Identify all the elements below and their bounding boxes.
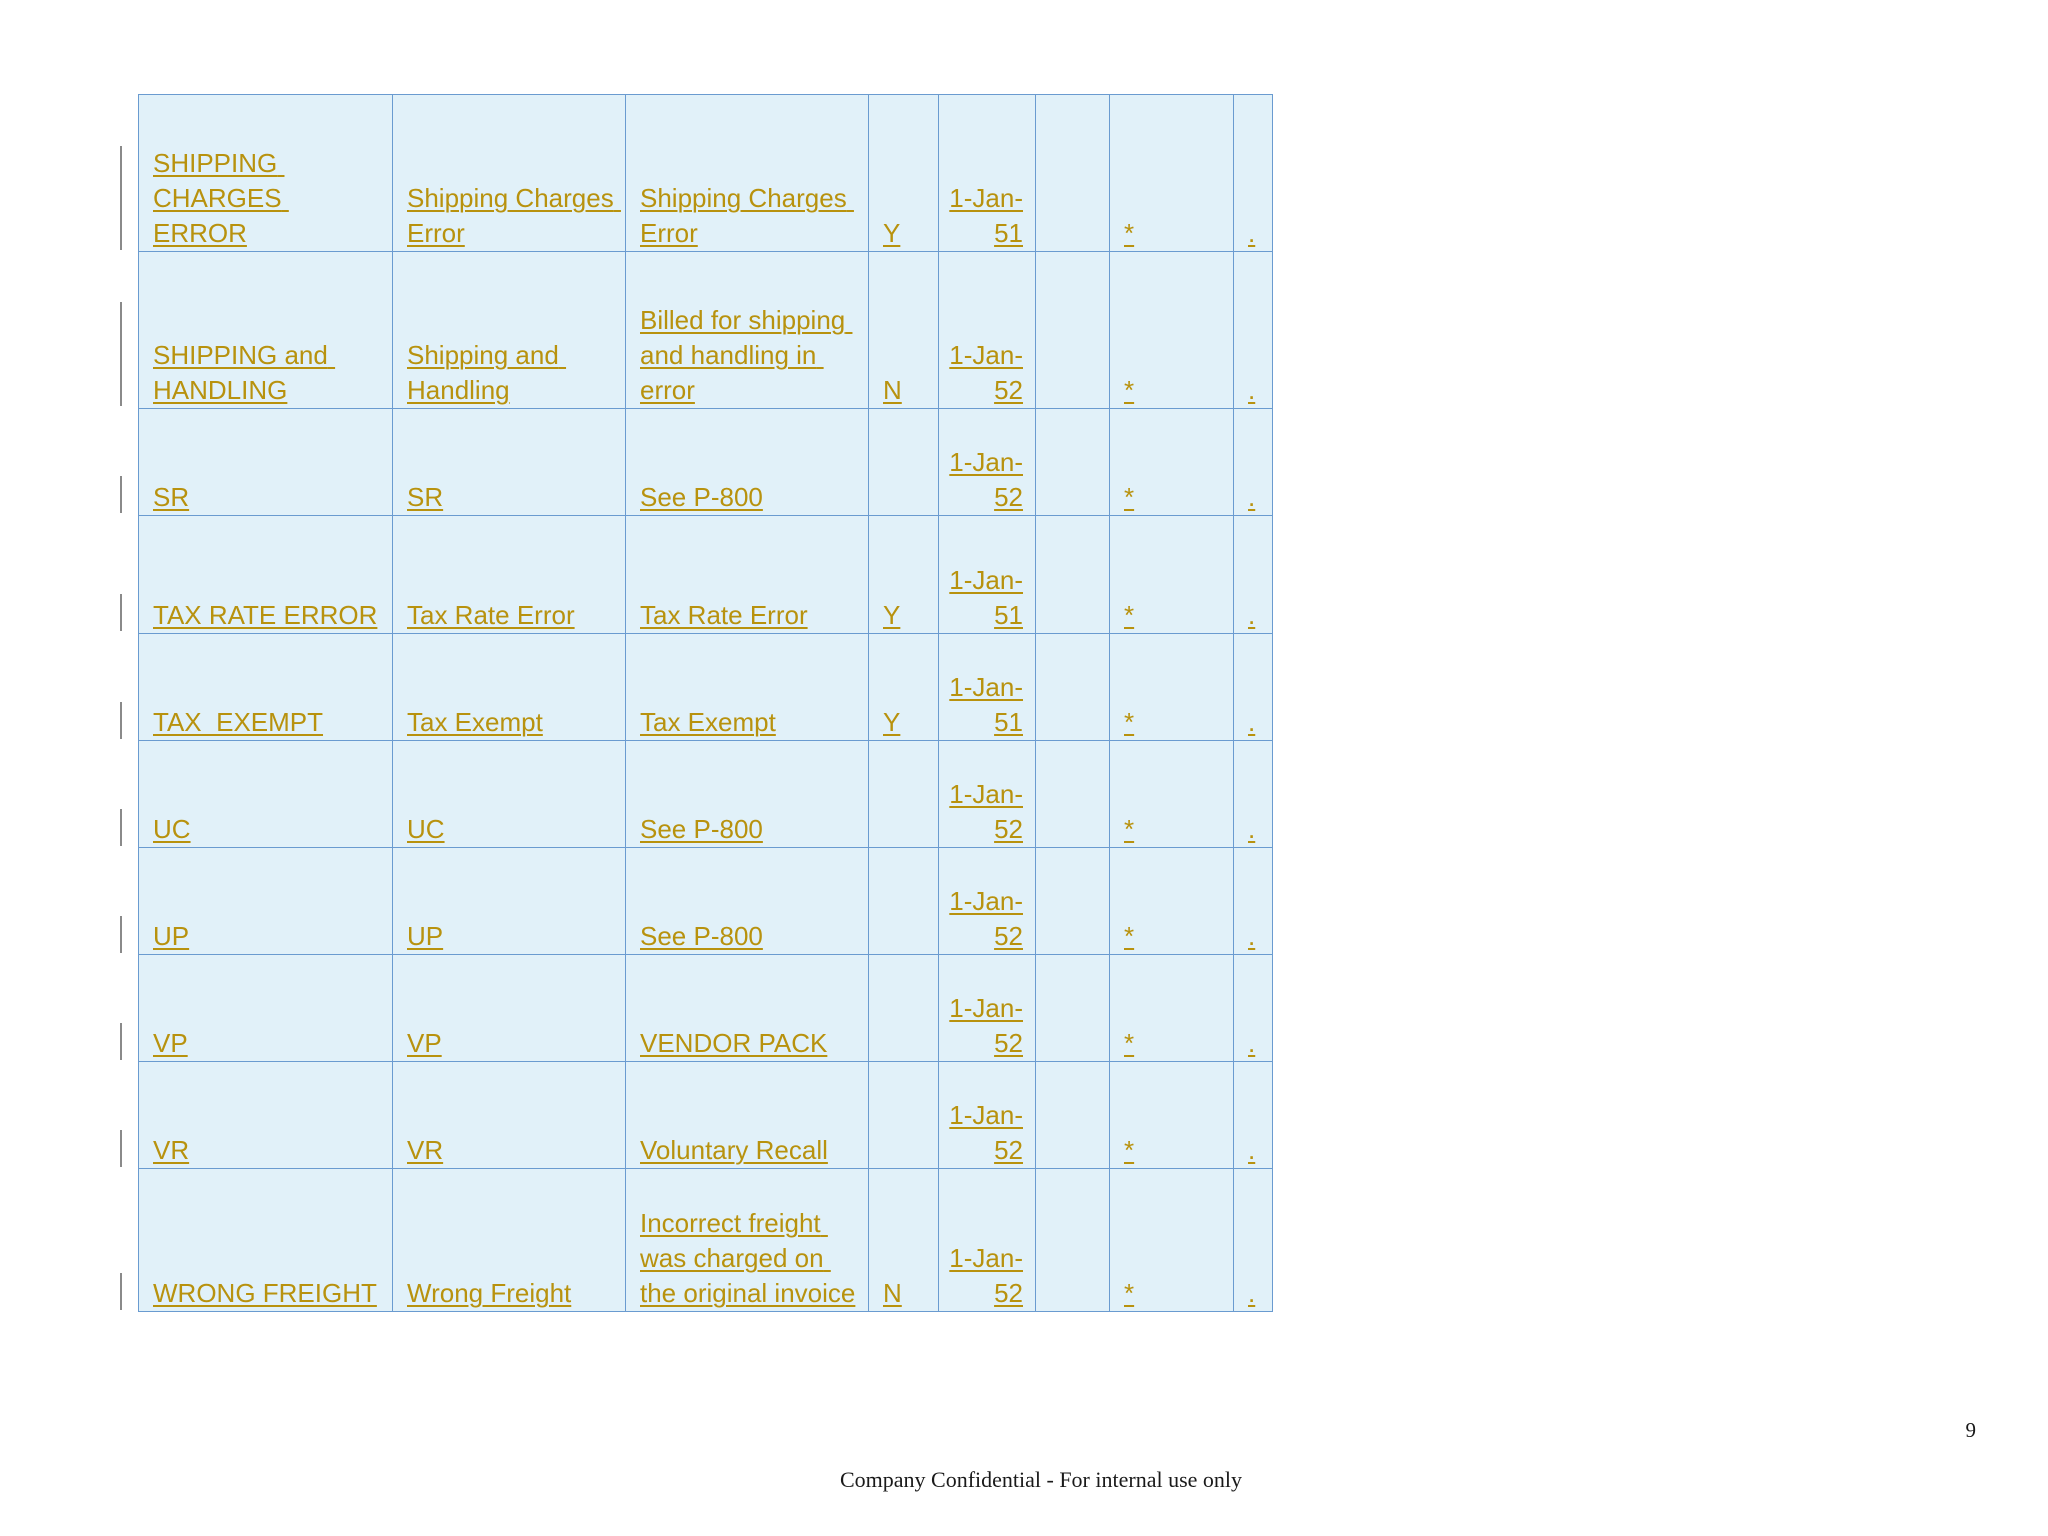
cell-code	[139, 516, 393, 634]
cell-dot	[1234, 741, 1273, 848]
cell-link[interactable]: Tax Rate Error	[640, 600, 808, 630]
cell-date	[939, 252, 1036, 409]
cell-short-desc	[393, 409, 626, 516]
cell-link[interactable]: Y	[883, 600, 901, 630]
cell-short-desc	[393, 252, 626, 409]
revision-bar	[120, 1273, 122, 1310]
cell-link[interactable]: .	[1248, 1135, 1256, 1165]
cell-link[interactable]: .	[1248, 1278, 1256, 1308]
revision-bar	[120, 702, 122, 739]
cell-dot	[1234, 95, 1273, 252]
cell-link[interactable]: SHIPPING CHARGES ERROR	[153, 148, 289, 248]
revision-bar	[120, 476, 122, 513]
cell-link[interactable]: N	[883, 375, 902, 405]
cell-link[interactable]: SR	[407, 482, 444, 512]
table-row	[139, 252, 1273, 409]
cell-link[interactable]: Incorrect freight was charged on the original invoice	[640, 1208, 856, 1308]
table-row	[139, 516, 1273, 634]
cell-link[interactable]: Tax Exempt	[407, 707, 543, 737]
cell-blank	[1036, 634, 1110, 741]
revision-bar	[120, 594, 122, 631]
cell-link[interactable]: UP	[407, 921, 444, 951]
cell-star	[1110, 1062, 1234, 1169]
cell-code	[139, 409, 393, 516]
cell-link[interactable]: TAX RATE ERROR	[153, 600, 378, 630]
cell-long-desc	[626, 516, 869, 634]
cell-link[interactable]: .	[1248, 218, 1256, 248]
cell-date	[939, 409, 1036, 516]
cell-short-desc	[393, 848, 626, 955]
cell-link[interactable]: 1-Jan-52	[949, 1100, 1023, 1165]
cell-blank	[1036, 848, 1110, 955]
revision-bar	[120, 809, 122, 846]
cell-link[interactable]: N	[883, 1278, 902, 1308]
cell-flag	[869, 1169, 939, 1312]
cell-link[interactable]: 1-Jan-52	[949, 340, 1023, 405]
cell-dot	[1234, 955, 1273, 1062]
table-row	[139, 741, 1273, 848]
cell-date	[939, 955, 1036, 1062]
cell-code	[139, 955, 393, 1062]
cell-link[interactable]: VR	[153, 1135, 190, 1165]
cell-long-desc	[626, 252, 869, 409]
cell-link[interactable]: Tax Rate Error	[407, 600, 575, 630]
cell-link[interactable]: Y	[883, 218, 901, 248]
cell-link[interactable]: 1-Jan-52	[949, 779, 1023, 844]
cell-link[interactable]: TAX_EXEMPT	[153, 707, 324, 737]
cell-link[interactable]: Billed for shipping and handling in error	[640, 305, 853, 405]
cell-link[interactable]: VP	[153, 1028, 188, 1058]
cell-link[interactable]: .	[1248, 375, 1256, 405]
cell-dot	[1234, 1169, 1273, 1312]
cell-link[interactable]: UP	[153, 921, 190, 951]
cell-star	[1110, 1169, 1234, 1312]
cell-link[interactable]: See P-800	[640, 921, 763, 951]
cell-link[interactable]: VR	[407, 1135, 444, 1165]
cell-link[interactable]: *	[1124, 921, 1135, 951]
table-row	[139, 1062, 1273, 1169]
cell-code	[139, 252, 393, 409]
cell-blank	[1036, 409, 1110, 516]
cell-link[interactable]: Wrong Freight	[407, 1278, 572, 1308]
cell-date	[939, 95, 1036, 252]
cell-link[interactable]: Voluntary Recall	[640, 1135, 828, 1165]
table-row	[139, 95, 1273, 252]
cell-code	[139, 95, 393, 252]
cell-star	[1110, 848, 1234, 955]
cell-short-desc	[393, 634, 626, 741]
cell-long-desc	[626, 848, 869, 955]
cell-link[interactable]: *	[1124, 375, 1135, 405]
cell-date	[939, 848, 1036, 955]
cell-star	[1110, 95, 1234, 252]
cell-link[interactable]: *	[1124, 1278, 1135, 1308]
cell-short-desc	[393, 516, 626, 634]
cell-link[interactable]: Shipping and Handling	[407, 340, 567, 405]
revision-bar	[120, 146, 122, 250]
cell-blank	[1036, 1062, 1110, 1169]
cell-link[interactable]: 1-Jan-51	[949, 565, 1023, 630]
cell-blank	[1036, 252, 1110, 409]
table-row	[139, 955, 1273, 1062]
cell-link[interactable]: .	[1248, 707, 1256, 737]
cell-link[interactable]: *	[1124, 600, 1135, 630]
codes-table-wrapper	[138, 94, 1273, 1312]
cell-long-desc	[626, 741, 869, 848]
cell-date	[939, 741, 1036, 848]
cell-blank	[1036, 1169, 1110, 1312]
cell-code	[139, 1062, 393, 1169]
cell-dot	[1234, 409, 1273, 516]
cell-link[interactable]: *	[1124, 1028, 1135, 1058]
cell-link[interactable]: VP	[407, 1028, 442, 1058]
revision-bar	[120, 1130, 122, 1167]
cell-link[interactable]: 1-Jan-51	[949, 672, 1023, 737]
cell-dot	[1234, 1062, 1273, 1169]
cell-flag	[869, 1062, 939, 1169]
revision-bar	[120, 302, 122, 406]
cell-long-desc	[626, 1062, 869, 1169]
cell-date	[939, 634, 1036, 741]
cell-flag	[869, 848, 939, 955]
cell-link[interactable]: SHIPPING and HANDLING	[153, 340, 336, 405]
cell-dot	[1234, 252, 1273, 409]
cell-link[interactable]: *	[1124, 218, 1135, 248]
cell-link[interactable]: Shipping Charges Error	[407, 183, 621, 248]
cell-link[interactable]: Y	[883, 707, 901, 737]
cell-flag	[869, 741, 939, 848]
cell-blank	[1036, 516, 1110, 634]
table-row	[139, 409, 1273, 516]
cell-link[interactable]: *	[1124, 707, 1135, 737]
cell-star	[1110, 252, 1234, 409]
cell-short-desc	[393, 741, 626, 848]
cell-link[interactable]: 1-Jan-51	[949, 183, 1023, 248]
cell-date	[939, 516, 1036, 634]
cell-dot	[1234, 516, 1273, 634]
cell-long-desc	[626, 634, 869, 741]
cell-link[interactable]: .	[1248, 600, 1256, 630]
cell-link[interactable]: *	[1124, 814, 1135, 844]
cell-dot	[1234, 848, 1273, 955]
cell-dot	[1234, 634, 1273, 741]
cell-link[interactable]: .	[1248, 814, 1256, 844]
cell-link[interactable]: *	[1124, 1135, 1135, 1165]
cell-link[interactable]: Tax Exempt	[640, 707, 776, 737]
cell-long-desc	[626, 955, 869, 1062]
cell-short-desc	[393, 1169, 626, 1312]
cell-short-desc	[393, 955, 626, 1062]
cell-blank	[1036, 741, 1110, 848]
cell-link[interactable]: .	[1248, 482, 1256, 512]
cell-long-desc	[626, 1169, 869, 1312]
cell-flag	[869, 95, 939, 252]
confidential-footer: Company Confidential - For internal use only	[839, 1467, 1243, 1492]
cell-long-desc	[626, 409, 869, 516]
cell-blank	[1036, 95, 1110, 252]
cell-link[interactable]: UC	[153, 814, 191, 844]
cell-link[interactable]: .	[1248, 1028, 1256, 1058]
cell-star	[1110, 409, 1234, 516]
cell-link[interactable]: WRONG FREIGHT	[153, 1278, 377, 1308]
cell-link[interactable]: Shipping Charges Error	[640, 183, 854, 248]
cell-date	[939, 1062, 1036, 1169]
cell-code	[139, 848, 393, 955]
cell-flag	[869, 634, 939, 741]
cell-short-desc	[393, 1062, 626, 1169]
cell-date	[939, 1169, 1036, 1312]
cell-short-desc	[393, 95, 626, 252]
cell-link[interactable]: See P-800	[640, 814, 763, 844]
cell-code	[139, 634, 393, 741]
cell-link[interactable]: *	[1124, 482, 1135, 512]
revision-bar	[120, 1023, 122, 1060]
cell-code	[139, 741, 393, 848]
cell-link[interactable]: 1-Jan-52	[949, 1243, 1023, 1308]
cell-link[interactable]: See P-800	[640, 482, 763, 512]
cell-link[interactable]: UC	[407, 814, 445, 844]
cell-star	[1110, 516, 1234, 634]
reason-codes-table	[138, 94, 1273, 1312]
cell-code	[139, 1169, 393, 1312]
cell-flag	[869, 252, 939, 409]
cell-link[interactable]: .	[1248, 921, 1256, 951]
page-number: 9	[1965, 1418, 1976, 1442]
cell-link[interactable]: 1-Jan-52	[949, 447, 1023, 512]
cell-flag	[869, 409, 939, 516]
cell-link[interactable]: VENDOR PACK	[640, 1028, 828, 1058]
cell-flag	[869, 516, 939, 634]
table-row	[139, 1169, 1273, 1312]
cell-blank	[1036, 955, 1110, 1062]
cell-flag	[869, 955, 939, 1062]
cell-link[interactable]: SR	[153, 482, 190, 512]
cell-star	[1110, 634, 1234, 741]
cell-link[interactable]: 1-Jan-52	[949, 886, 1023, 951]
cell-star	[1110, 955, 1234, 1062]
revision-bar	[120, 916, 122, 953]
cell-long-desc	[626, 95, 869, 252]
table-row	[139, 848, 1273, 955]
cell-star	[1110, 741, 1234, 848]
table-row	[139, 634, 1273, 741]
cell-link[interactable]: 1-Jan-52	[949, 993, 1023, 1058]
